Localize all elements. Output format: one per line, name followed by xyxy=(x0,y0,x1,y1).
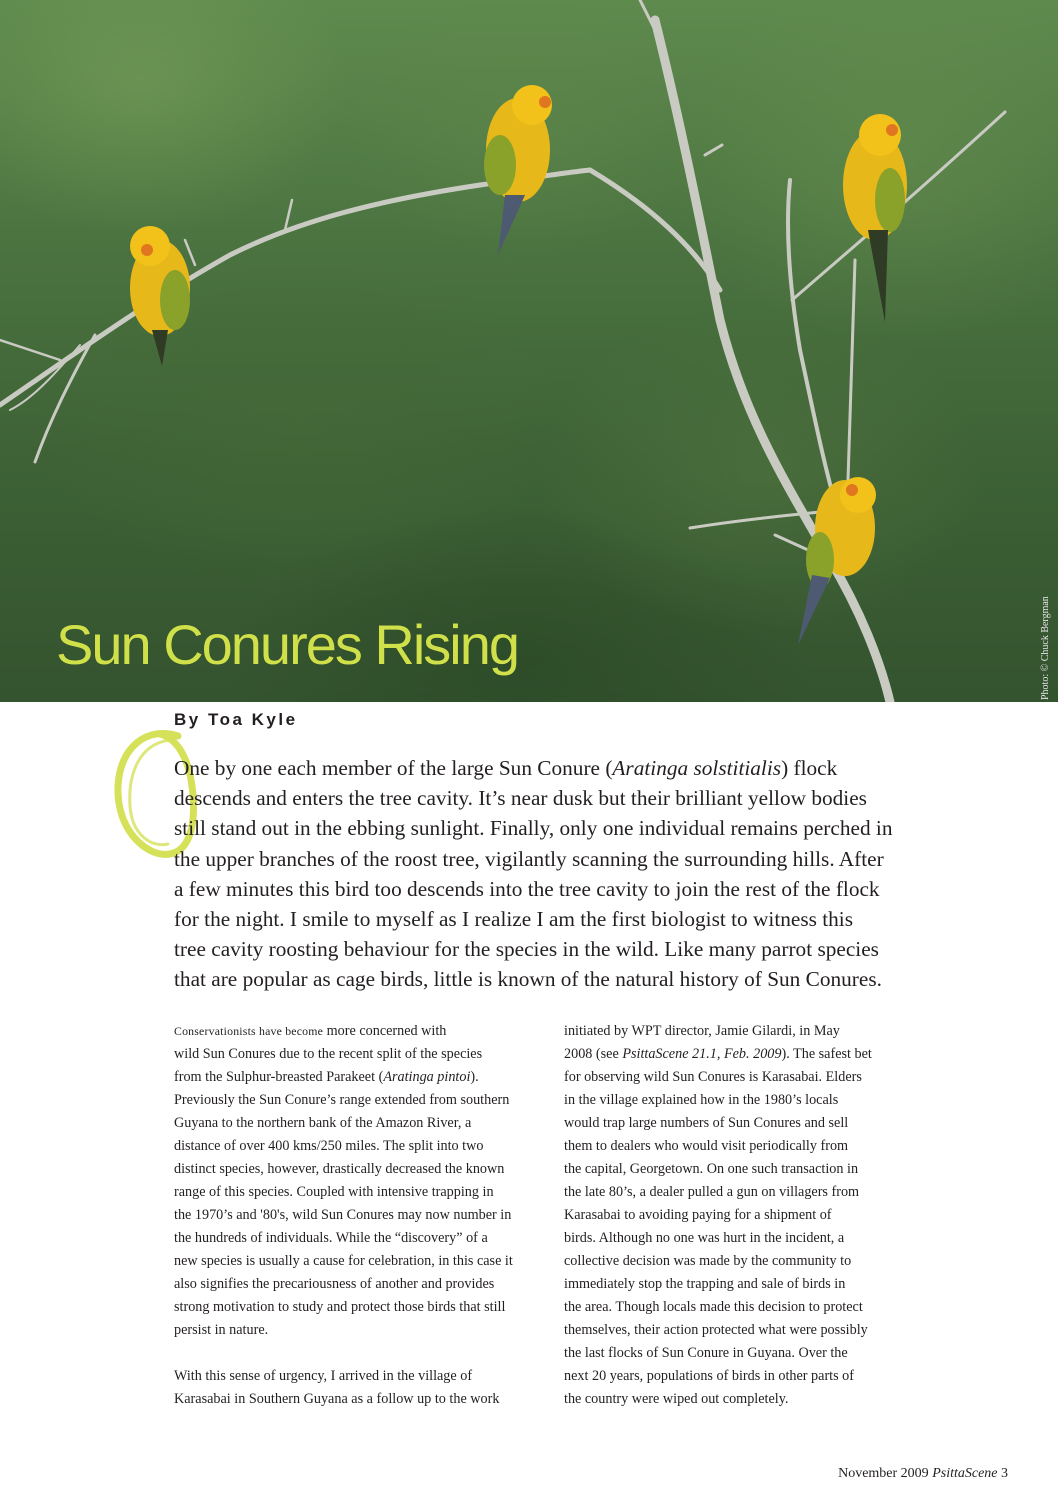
text-run: new species is usually a cause for celebration, in this case it xyxy=(174,1253,513,1269)
text-line xyxy=(564,1135,932,1158)
text-run: for observing wild Sun Conures is Karasabai. Elders xyxy=(564,1069,862,1085)
body-paragraph xyxy=(174,1020,542,1342)
text-run: ) flock xyxy=(781,756,838,780)
italic-text: PsittaScene 21.1, Feb. 2009 xyxy=(622,1046,782,1062)
text-run: birds. Although no one was hurt in the incident, a xyxy=(564,1230,845,1246)
magazine-name: PsittaScene xyxy=(932,1466,998,1481)
text-run: initiated by WPT director, Jamie Gilardi, in May xyxy=(564,1023,840,1039)
text-line xyxy=(174,1296,542,1319)
page-footer xyxy=(838,1466,1008,1482)
text-run: themselves, their action protected what were possibly xyxy=(564,1322,868,1338)
text-run: tree cavity roosting behaviour for the species in the wild. Like many parrot species xyxy=(174,937,879,962)
text-run: the late 80’s, a dealer pulled a gun on villagers from xyxy=(564,1184,860,1200)
text-run: range of this species. Coupled with intensive trapping in xyxy=(174,1184,494,1200)
photo-credit: Photo: © Chuck Bergman xyxy=(1040,596,1051,700)
text-run: immediately stop the trapping and sale of birds in xyxy=(564,1276,846,1292)
lead-paragraph xyxy=(174,753,894,995)
text-line xyxy=(564,1273,932,1296)
text-run: distance of over 400 kms/250 miles. The split into two xyxy=(174,1138,484,1154)
text-line xyxy=(174,934,894,964)
text-run: distinct species, however, drastically decreased the known xyxy=(174,1161,505,1177)
issue-date: November 2009 xyxy=(838,1466,933,1481)
text-line xyxy=(564,1066,932,1089)
text-line xyxy=(174,964,894,994)
text-line xyxy=(174,1273,542,1296)
text-run: the capital, Georgetown. On one such transaction in xyxy=(564,1161,859,1177)
text-line xyxy=(174,904,894,934)
text-run: would trap large numbers of Sun Conures and sell xyxy=(564,1115,849,1131)
text-run: that are popular as cage birds, little is known of the natural history of Sun Conures. xyxy=(174,967,882,992)
text-run: ). The safest bet xyxy=(781,1046,872,1062)
text-line xyxy=(564,1089,932,1112)
text-run: also signifies the precariousness of another and provides xyxy=(174,1276,495,1292)
text-line xyxy=(174,1089,542,1112)
text-line xyxy=(174,1227,542,1250)
body-column-right xyxy=(564,1020,932,1411)
text-line xyxy=(564,1112,932,1135)
text-line xyxy=(564,1388,932,1411)
article-title: Sun Conures Rising xyxy=(56,613,519,676)
text-run: in the village explained how in the 1980’s locals xyxy=(564,1092,839,1108)
text-line xyxy=(564,1319,932,1342)
body-column-left xyxy=(174,1020,542,1411)
text-line xyxy=(174,1135,542,1158)
italic-text: Aratinga pintoi xyxy=(383,1069,471,1085)
text-run: the country were wiped out completely. xyxy=(564,1391,789,1407)
text-run: 2008 (see xyxy=(564,1046,623,1062)
text-line xyxy=(174,844,894,874)
text-run: One by one each member of the large Sun Conure ( xyxy=(174,756,613,780)
text-run: Previously the Sun Conure’s range extended from southern xyxy=(174,1092,510,1108)
body-paragraph xyxy=(564,1020,932,1411)
text-line xyxy=(564,1365,932,1388)
text-run: Karasabai in Southern Guyana as a follow up to the work xyxy=(174,1391,500,1407)
text-line xyxy=(174,874,894,904)
lead-in-continuation: more concerned with xyxy=(323,1023,447,1039)
text-line xyxy=(174,1158,542,1181)
text-run: for the night. I smile to myself as I realize I am the first biologist to witness this xyxy=(174,907,854,932)
text-line xyxy=(564,1227,932,1250)
text-run: persist in nature. xyxy=(174,1322,269,1338)
text-line xyxy=(174,1043,542,1066)
text-line xyxy=(174,813,894,843)
text-run: still stand out in the ebbing sunlight. Finally, only one individual remains perched in xyxy=(174,816,893,841)
text-line xyxy=(174,1250,542,1273)
text-line xyxy=(564,1250,932,1273)
text-line xyxy=(174,783,894,813)
text-run: the upper branches of the roost tree, vigilantly scanning the surrounding hills. After xyxy=(174,846,884,871)
text-line xyxy=(174,1388,542,1411)
page-number: 3 xyxy=(1001,1466,1008,1481)
text-run: the 1970’s and '80's, wild Sun Conures may now number in xyxy=(174,1207,512,1223)
text-run: them to dealers who would visit periodically from xyxy=(564,1138,849,1154)
sun-conure-bird xyxy=(484,85,552,255)
sun-conure-bird xyxy=(130,226,190,366)
text-run: the area. Though locals made this decision to protect xyxy=(564,1299,863,1315)
small-caps-lead-in: Conservationists have become xyxy=(174,1024,324,1038)
text-line xyxy=(174,1066,542,1089)
text-run: the hundreds of individuals. While the “discovery” of a xyxy=(174,1230,488,1246)
text-run: With this sense of urgency, I arrived in the village of xyxy=(174,1368,473,1384)
text-run: next 20 years, populations of birds in other parts of xyxy=(564,1368,854,1384)
photo-illustration xyxy=(0,0,1058,702)
text-line xyxy=(174,1365,542,1388)
text-line xyxy=(564,1204,932,1227)
text-line xyxy=(174,753,894,783)
text-run: Guyana to the northern bank of the Amazon River, a xyxy=(174,1115,472,1131)
text-run: Karasabai to avoiding paying for a shipment of xyxy=(564,1207,832,1223)
italic-text: Aratinga solstitialis xyxy=(612,756,782,780)
text-run: strong motivation to study and protect those birds that still xyxy=(174,1299,506,1315)
text-run: wild Sun Conures due to the recent split of the species xyxy=(174,1046,483,1062)
byline: By Toa Kyle xyxy=(174,710,298,729)
text-line xyxy=(564,1342,932,1365)
text-line xyxy=(174,1181,542,1204)
text-line xyxy=(564,1181,932,1204)
hero-photo xyxy=(0,0,1058,702)
text-run: the last flocks of Sun Conure in Guyana. Over the xyxy=(564,1345,848,1361)
text-run: descends and enters the tree cavity. It’s near dusk but their brilliant yellow bodies xyxy=(174,786,867,811)
text-line xyxy=(564,1043,932,1066)
text-line xyxy=(564,1158,932,1181)
text-line xyxy=(174,1020,542,1043)
text-run: collective decision was made by the community to xyxy=(564,1253,852,1269)
text-run: a few minutes this bird too descends into the tree cavity to join the rest of the flock xyxy=(174,876,880,901)
text-run: ). xyxy=(470,1069,479,1085)
text-line xyxy=(174,1204,542,1227)
text-line xyxy=(564,1296,932,1319)
text-line xyxy=(564,1020,932,1043)
text-line xyxy=(174,1319,542,1342)
text-run: from the Sulphur-breasted Parakeet ( xyxy=(174,1069,384,1085)
text-line xyxy=(174,1112,542,1135)
body-paragraph xyxy=(174,1365,542,1411)
